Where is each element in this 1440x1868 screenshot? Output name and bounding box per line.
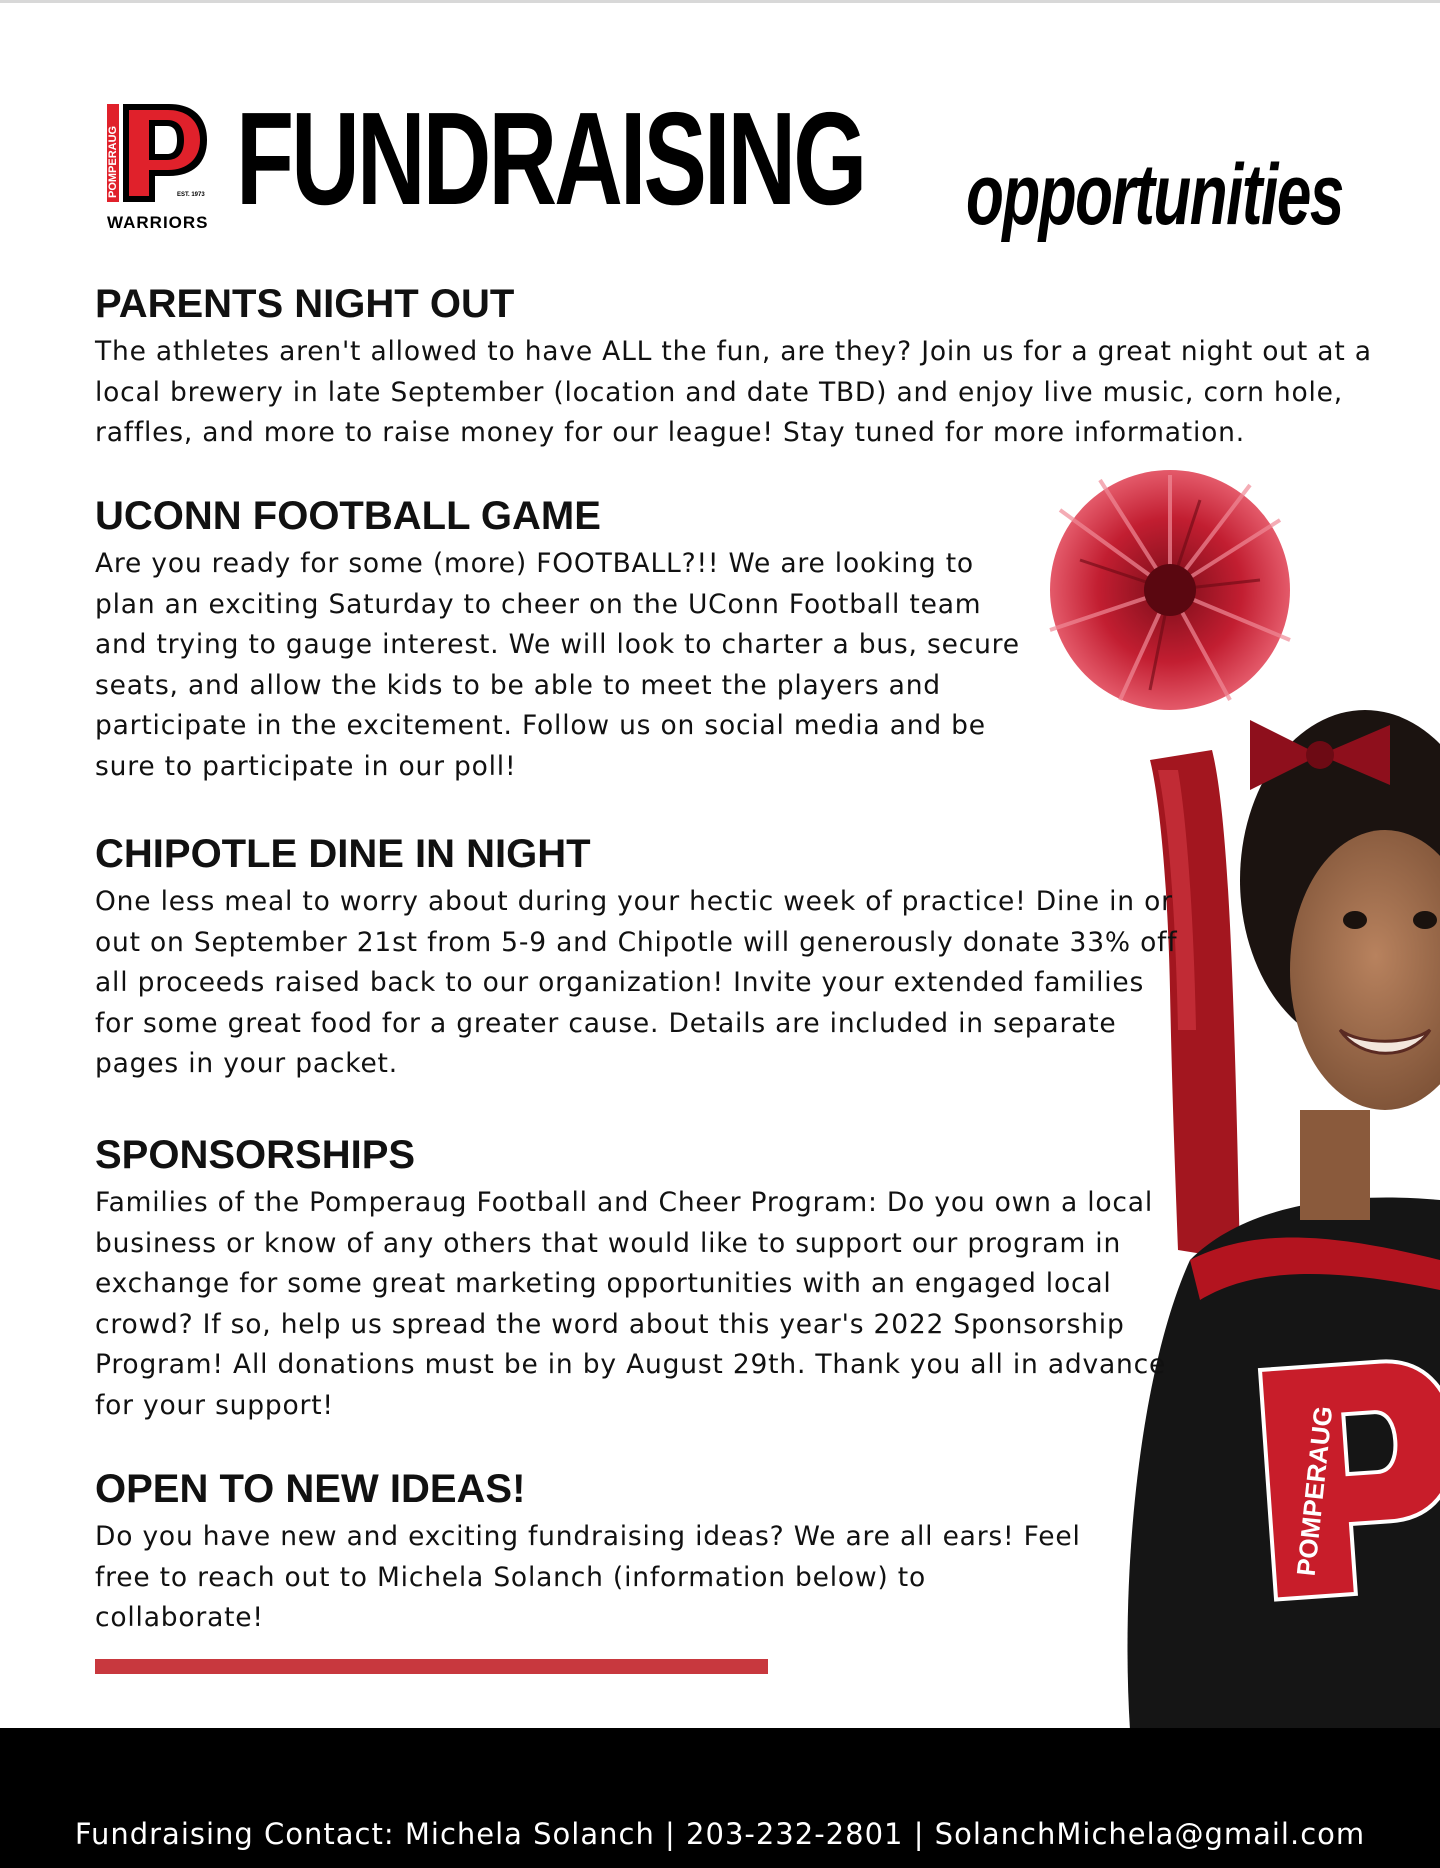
footer [0, 1728, 1440, 1868]
pomperaug-warriors-logo [107, 104, 223, 232]
section-parents-night-out [95, 278, 1415, 454]
section-uconn-football-game [95, 490, 1025, 787]
section-body: One less meal to worry about during your hectic week of practice! Dine in or out on September 21st from 5-9 and Chipotle will generously donate 33% off all proceeds raised back to our organization! Invite your extended families for some great food for a greater cause. Details are included in separate pages in your packet. [95, 886, 1178, 1079]
page-title: FUNDRAISING [236, 85, 865, 232]
jersey-text: POMPERAUG [1290, 1404, 1339, 1578]
logo-team-name: WARRIORS [107, 213, 209, 232]
logo-vertical-text: POMPERAUG [107, 125, 119, 198]
section-body: The athletes aren't allowed to have ALL the fun, are they? Join us for a great night out at a local brewery in late September (location and date TBD) and enjoy live music, corn hole, raffles, and more to raise money for our league! Stay tuned for more information. [95, 336, 1372, 448]
footer-contact: Fundraising Contact: Michela Solanch | 203-232-2801 | SolanchMichela@gmail.com [74, 1817, 1366, 1851]
section-sponsorships [95, 1129, 1185, 1426]
section-body: Are you ready for some (more) FOOTBALL?!! We are looking to plan an exciting Saturday to cheer on the UConn Football team and trying to gauge interest. We will look to charter a bus, secure seats, and allow the kids to be able to meet the players and participate in the excitement. Follow us on social media and be sure to participate in our poll! [95, 548, 1020, 782]
section-heading: SPONSORSHIPS [95, 1133, 416, 1177]
section-heading: UCONN FOOTBALL GAME [95, 494, 601, 538]
section-body: Families of the Pomperaug Football and Cheer Program: Do you own a local business or know of any others that would like to support our program in exchange for some great marketing opportunities with an engaged local crowd? If so, help us spread the word about this year's 2022 Sponsorship Program! All donations must be in by August 29th. Thank you all in advance for your support! [95, 1187, 1167, 1421]
top-border [0, 0, 1440, 3]
logo-est: EST. 1973 [177, 192, 205, 198]
section-open-to-new-ideas [95, 1463, 1095, 1639]
section-heading: PARENTS NIGHT OUT [95, 282, 515, 326]
section-chipotle-dine-in-night [95, 828, 1185, 1085]
section-heading: CHIPOTLE DINE IN NIGHT [95, 832, 591, 876]
page-subtitle: opportunities [966, 147, 1343, 243]
section-body: Do you have new and exciting fundraising ideas? We are all ears! Feel free to reach out to Michela Solanch (information below) to collaborate! [95, 1521, 1081, 1633]
red-divider [95, 1659, 768, 1674]
section-heading: OPEN TO NEW IDEAS! [95, 1467, 526, 1511]
